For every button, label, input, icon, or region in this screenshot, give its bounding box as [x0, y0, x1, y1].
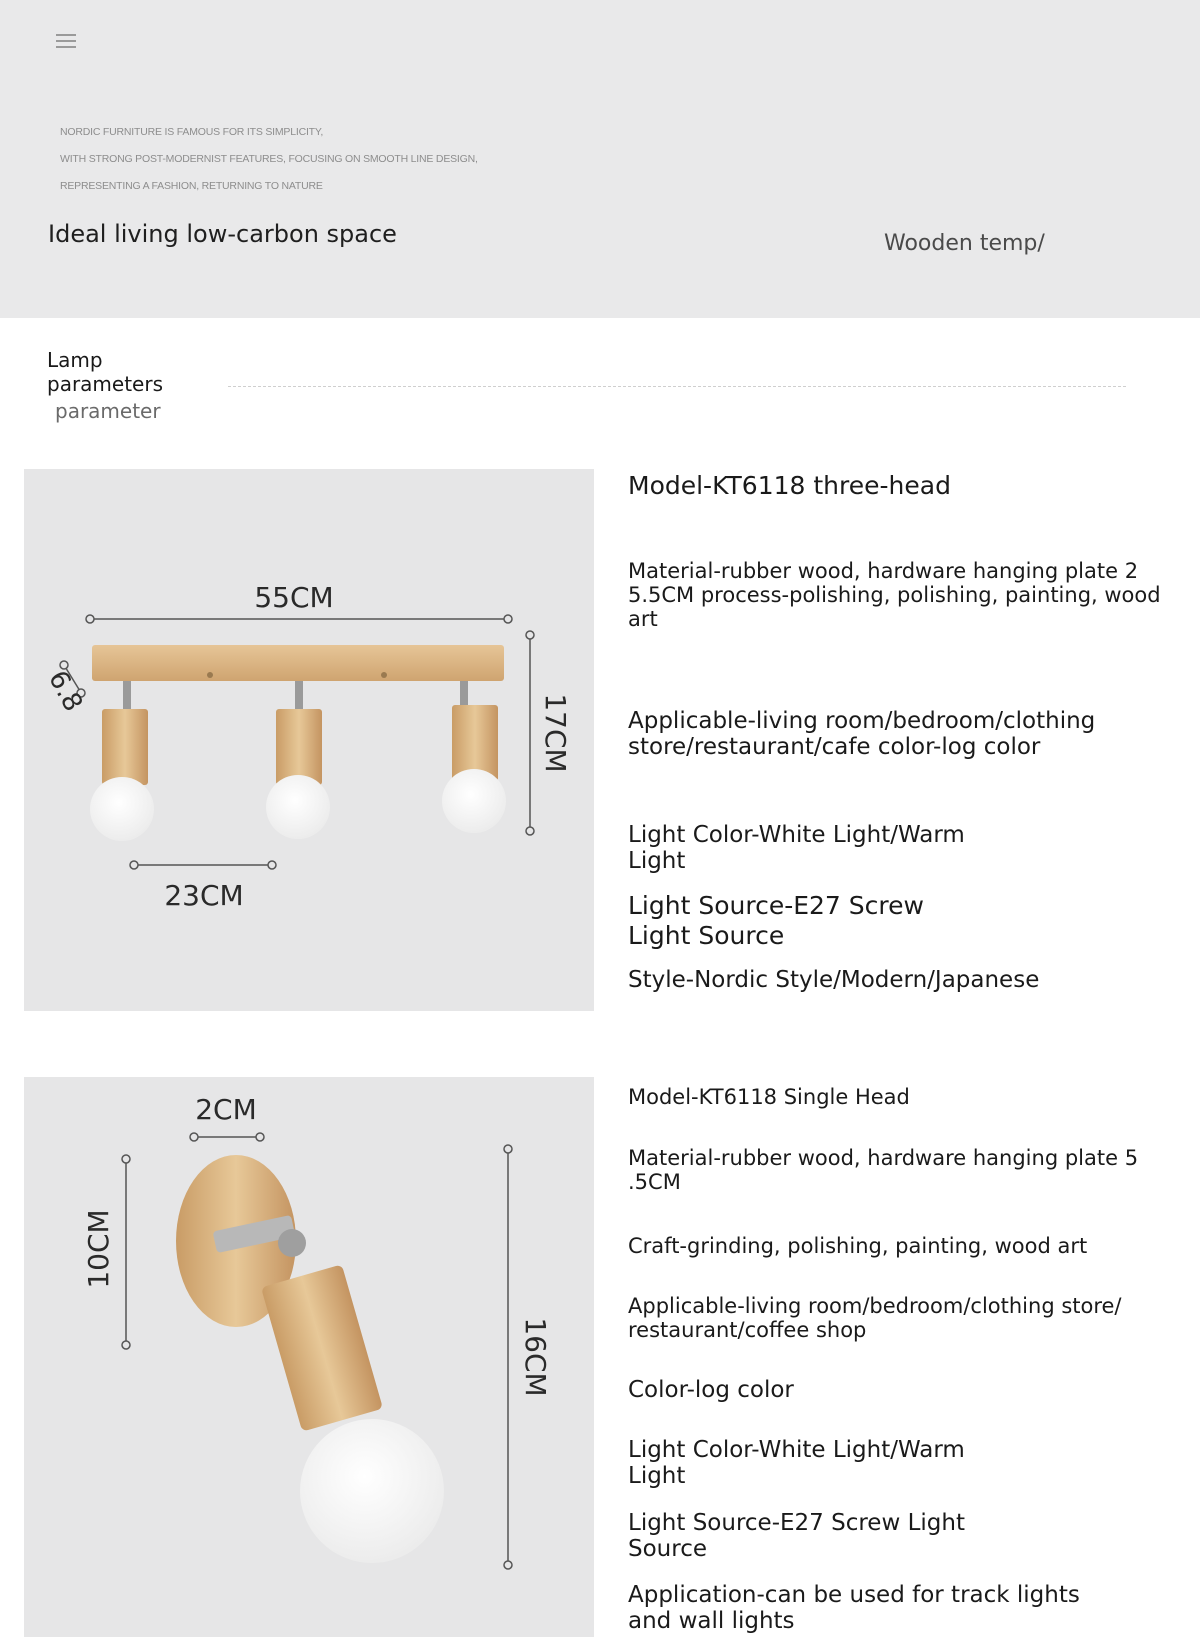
spec-material: Material-rubber wood, hardware hanging plate 2 5.5CM process-polishing, polishing, painting, wood art: [628, 559, 1161, 631]
spacing-label: 23CM: [164, 879, 244, 912]
spec-model-single: Model-KT6118 Single Head: [628, 1085, 910, 1109]
spec-light-source: Light Source-E27 Screw Light Source: [628, 891, 924, 950]
tagline-line-2: WITH STRONG POST-MODERNIST FEATURES, FOCUSING ON SMOOTH LINE DESIGN,: [60, 153, 478, 165]
spec-material-single: Material-rubber wood, hardware hanging plate 5 .5CM: [628, 1146, 1139, 1194]
spec-light-color-single: Light Color-White Light/Warm Light: [628, 1437, 965, 1489]
hero-slogan: Ideal living low-carbon space: [48, 220, 397, 248]
base-height-label: 10CM: [82, 1209, 115, 1289]
section-divider: [228, 386, 1126, 387]
three-head-diagram: [24, 469, 594, 1011]
lamp-head-1: [90, 681, 154, 841]
spec-applicable: Applicable-living room/bedroom/clothing store/restaurant/cafe color-log color: [628, 708, 1096, 760]
lamp-head-2: [266, 681, 330, 839]
total-height-label: 16CM: [519, 1317, 552, 1397]
total-height-dimension-line: [504, 1145, 512, 1569]
spec-model: Model-KT6118 three-head: [628, 471, 951, 500]
width-label: 55CM: [254, 581, 334, 614]
section-subtitle: parameter: [55, 399, 161, 423]
lamp-holder: [261, 1264, 383, 1431]
base-depth-label: 2CM: [195, 1093, 257, 1126]
lamp-head-3: [442, 681, 506, 833]
base-depth-dimension-line: [190, 1133, 264, 1141]
material-label: Wooden temp/: [884, 231, 1045, 256]
spec-applicable-single: Applicable-living room/bedroom/clothing store/ restaurant/coffee shop: [628, 1294, 1122, 1342]
width-dimension-line: [86, 615, 512, 623]
section-title-line-1: Lamp: [47, 348, 103, 372]
single-head-diagram: [24, 1077, 594, 1637]
spec-craft-single: Craft-grinding, polishing, painting, wood art: [628, 1234, 1088, 1258]
tagline-line-3: REPRESENTING A FASHION, RETURNING TO NATURE: [60, 180, 323, 192]
spec-color-single: Color-log color: [628, 1377, 794, 1403]
height-dimension-line: [526, 631, 534, 835]
height-label: 17CM: [539, 693, 572, 773]
hero-banner: [0, 0, 1200, 318]
wooden-bar: [92, 645, 504, 681]
spec-light-color: Light Color-White Light/Warm Light: [628, 822, 965, 874]
spec-application-single: Application-can be used for track lights and wall lights: [628, 1582, 1080, 1634]
depth-label: 6.8: [42, 665, 89, 717]
section-title-line-2: parameters: [47, 372, 164, 396]
single-head-image: [24, 1077, 594, 1637]
spacing-dimension-line: [130, 861, 276, 869]
base-height-dimension-line: [122, 1155, 130, 1349]
three-head-image: [24, 469, 594, 1011]
spec-style: Style-Nordic Style/Modern/Japanese: [628, 967, 1040, 993]
tagline-line-1: NORDIC FURNITURE IS FAMOUS FOR ITS SIMPLICITY,: [60, 126, 324, 138]
menu-icon[interactable]: [56, 34, 78, 50]
spec-light-source-single: Light Source-E27 Screw Light Source: [628, 1510, 965, 1562]
lamp-bulb: [300, 1419, 444, 1563]
